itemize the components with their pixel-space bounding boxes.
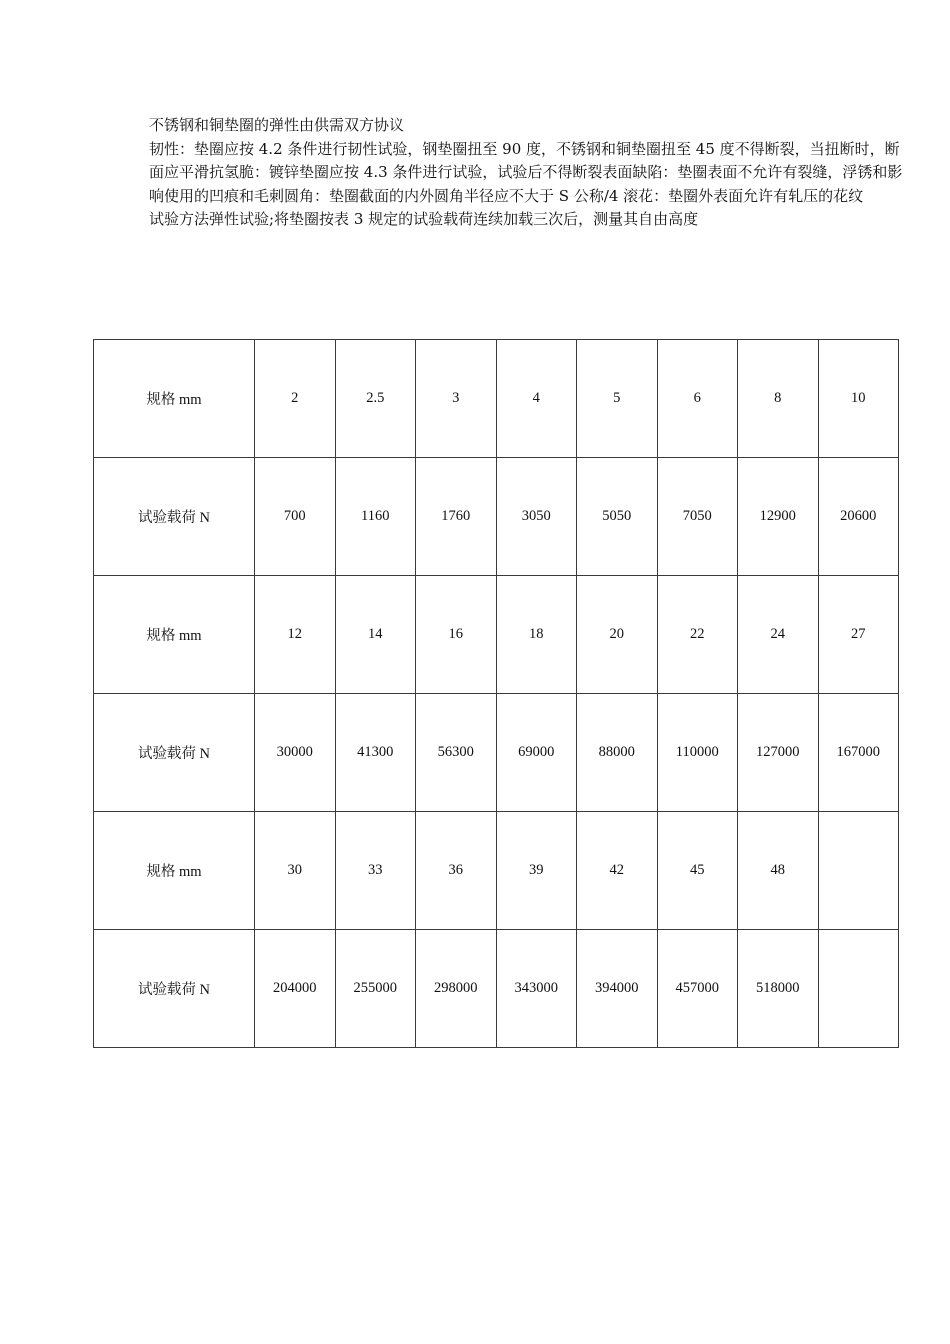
spec-table-wrapper [93, 339, 899, 1048]
table-cell: 298000 [416, 930, 497, 1048]
table-cell: 5050 [577, 458, 658, 576]
table-cell: 518000 [738, 930, 819, 1048]
row-label: 试验载荷 N [94, 458, 255, 576]
table-cell: 127000 [738, 694, 819, 812]
table-cell: 12 [255, 576, 336, 694]
table-cell: 255000 [335, 930, 416, 1048]
table-row [94, 812, 899, 930]
table-cell: 18 [496, 576, 577, 694]
table-cell: 14 [335, 576, 416, 694]
table-cell: 1160 [335, 458, 416, 576]
table-cell: 45 [657, 812, 738, 930]
table-cell: 700 [255, 458, 336, 576]
table-cell: 12900 [738, 458, 819, 576]
table-row [94, 576, 899, 694]
table-row [94, 458, 899, 576]
table-cell: 33 [335, 812, 416, 930]
table-cell: 343000 [496, 930, 577, 1048]
table-cell: 16 [416, 576, 497, 694]
table-cell: 6 [657, 340, 738, 458]
paragraph-elasticity: 不锈钢和铜垫圈的弹性由供需双方协议 [149, 116, 405, 134]
table-row [94, 694, 899, 812]
table-cell: 30000 [255, 694, 336, 812]
table-cell: 7050 [657, 458, 738, 576]
table-cell: 39 [496, 812, 577, 930]
table-cell: 69000 [496, 694, 577, 812]
spec-table [93, 339, 899, 1048]
table-cell: 20 [577, 576, 658, 694]
table-cell: 3050 [496, 458, 577, 576]
table-cell: 48 [738, 812, 819, 930]
table-row [94, 930, 899, 1048]
table-cell: 30 [255, 812, 336, 930]
row-label: 试验载荷 N [94, 930, 255, 1048]
table-cell: 167000 [818, 694, 899, 812]
table-cell: 3 [416, 340, 497, 458]
row-label: 规格 mm [94, 340, 255, 458]
table-cell: 10 [818, 340, 899, 458]
table-cell [818, 930, 899, 1048]
table-cell: 2.5 [335, 340, 416, 458]
table-cell: 110000 [657, 694, 738, 812]
table-cell: 204000 [255, 930, 336, 1048]
table-cell: 42 [577, 812, 658, 930]
table-cell: 1760 [416, 458, 497, 576]
table-cell: 56300 [416, 694, 497, 812]
table-cell: 36 [416, 812, 497, 930]
table-cell: 27 [818, 576, 899, 694]
table-cell: 394000 [577, 930, 658, 1048]
table-cell: 22 [657, 576, 738, 694]
text-block [149, 114, 909, 232]
table-cell: 88000 [577, 694, 658, 812]
row-label: 试验载荷 N [94, 694, 255, 812]
row-label: 规格 mm [94, 576, 255, 694]
paragraph-toughness: 韧性：垫圈应按 4.2 条件进行韧性试验，钢垫圈扭至 90 度，不锈钢和铜垫圈扭至 45 度不得断裂，当扭断时，断面应平滑抗氢脆：镀锌垫圈应按 4.3 条件进行试验，试验后不得断裂表面缺陷：垫圈表面不允许有裂缝，浮锈和影响使用的凹痕和毛刺圆角：垫圈截面的内外圆角半径应不大于 S 公称/4 滚花：垫圈外表面允许有轧压的花纹 [149, 139, 903, 205]
row-label: 规格 mm [94, 812, 255, 930]
table-cell: 4 [496, 340, 577, 458]
table-cell: 41300 [335, 694, 416, 812]
table-cell: 2 [255, 340, 336, 458]
table-cell: 5 [577, 340, 658, 458]
paragraph-test-method: 试验方法弹性试验;将垫圈按表 3 规定的试验载荷连续加载三次后，测量其自由高度 [149, 210, 699, 228]
table-cell: 20600 [818, 458, 899, 576]
table-cell: 24 [738, 576, 819, 694]
table-cell: 457000 [657, 930, 738, 1048]
table-row [94, 340, 899, 458]
table-cell: 8 [738, 340, 819, 458]
table-cell [818, 812, 899, 930]
